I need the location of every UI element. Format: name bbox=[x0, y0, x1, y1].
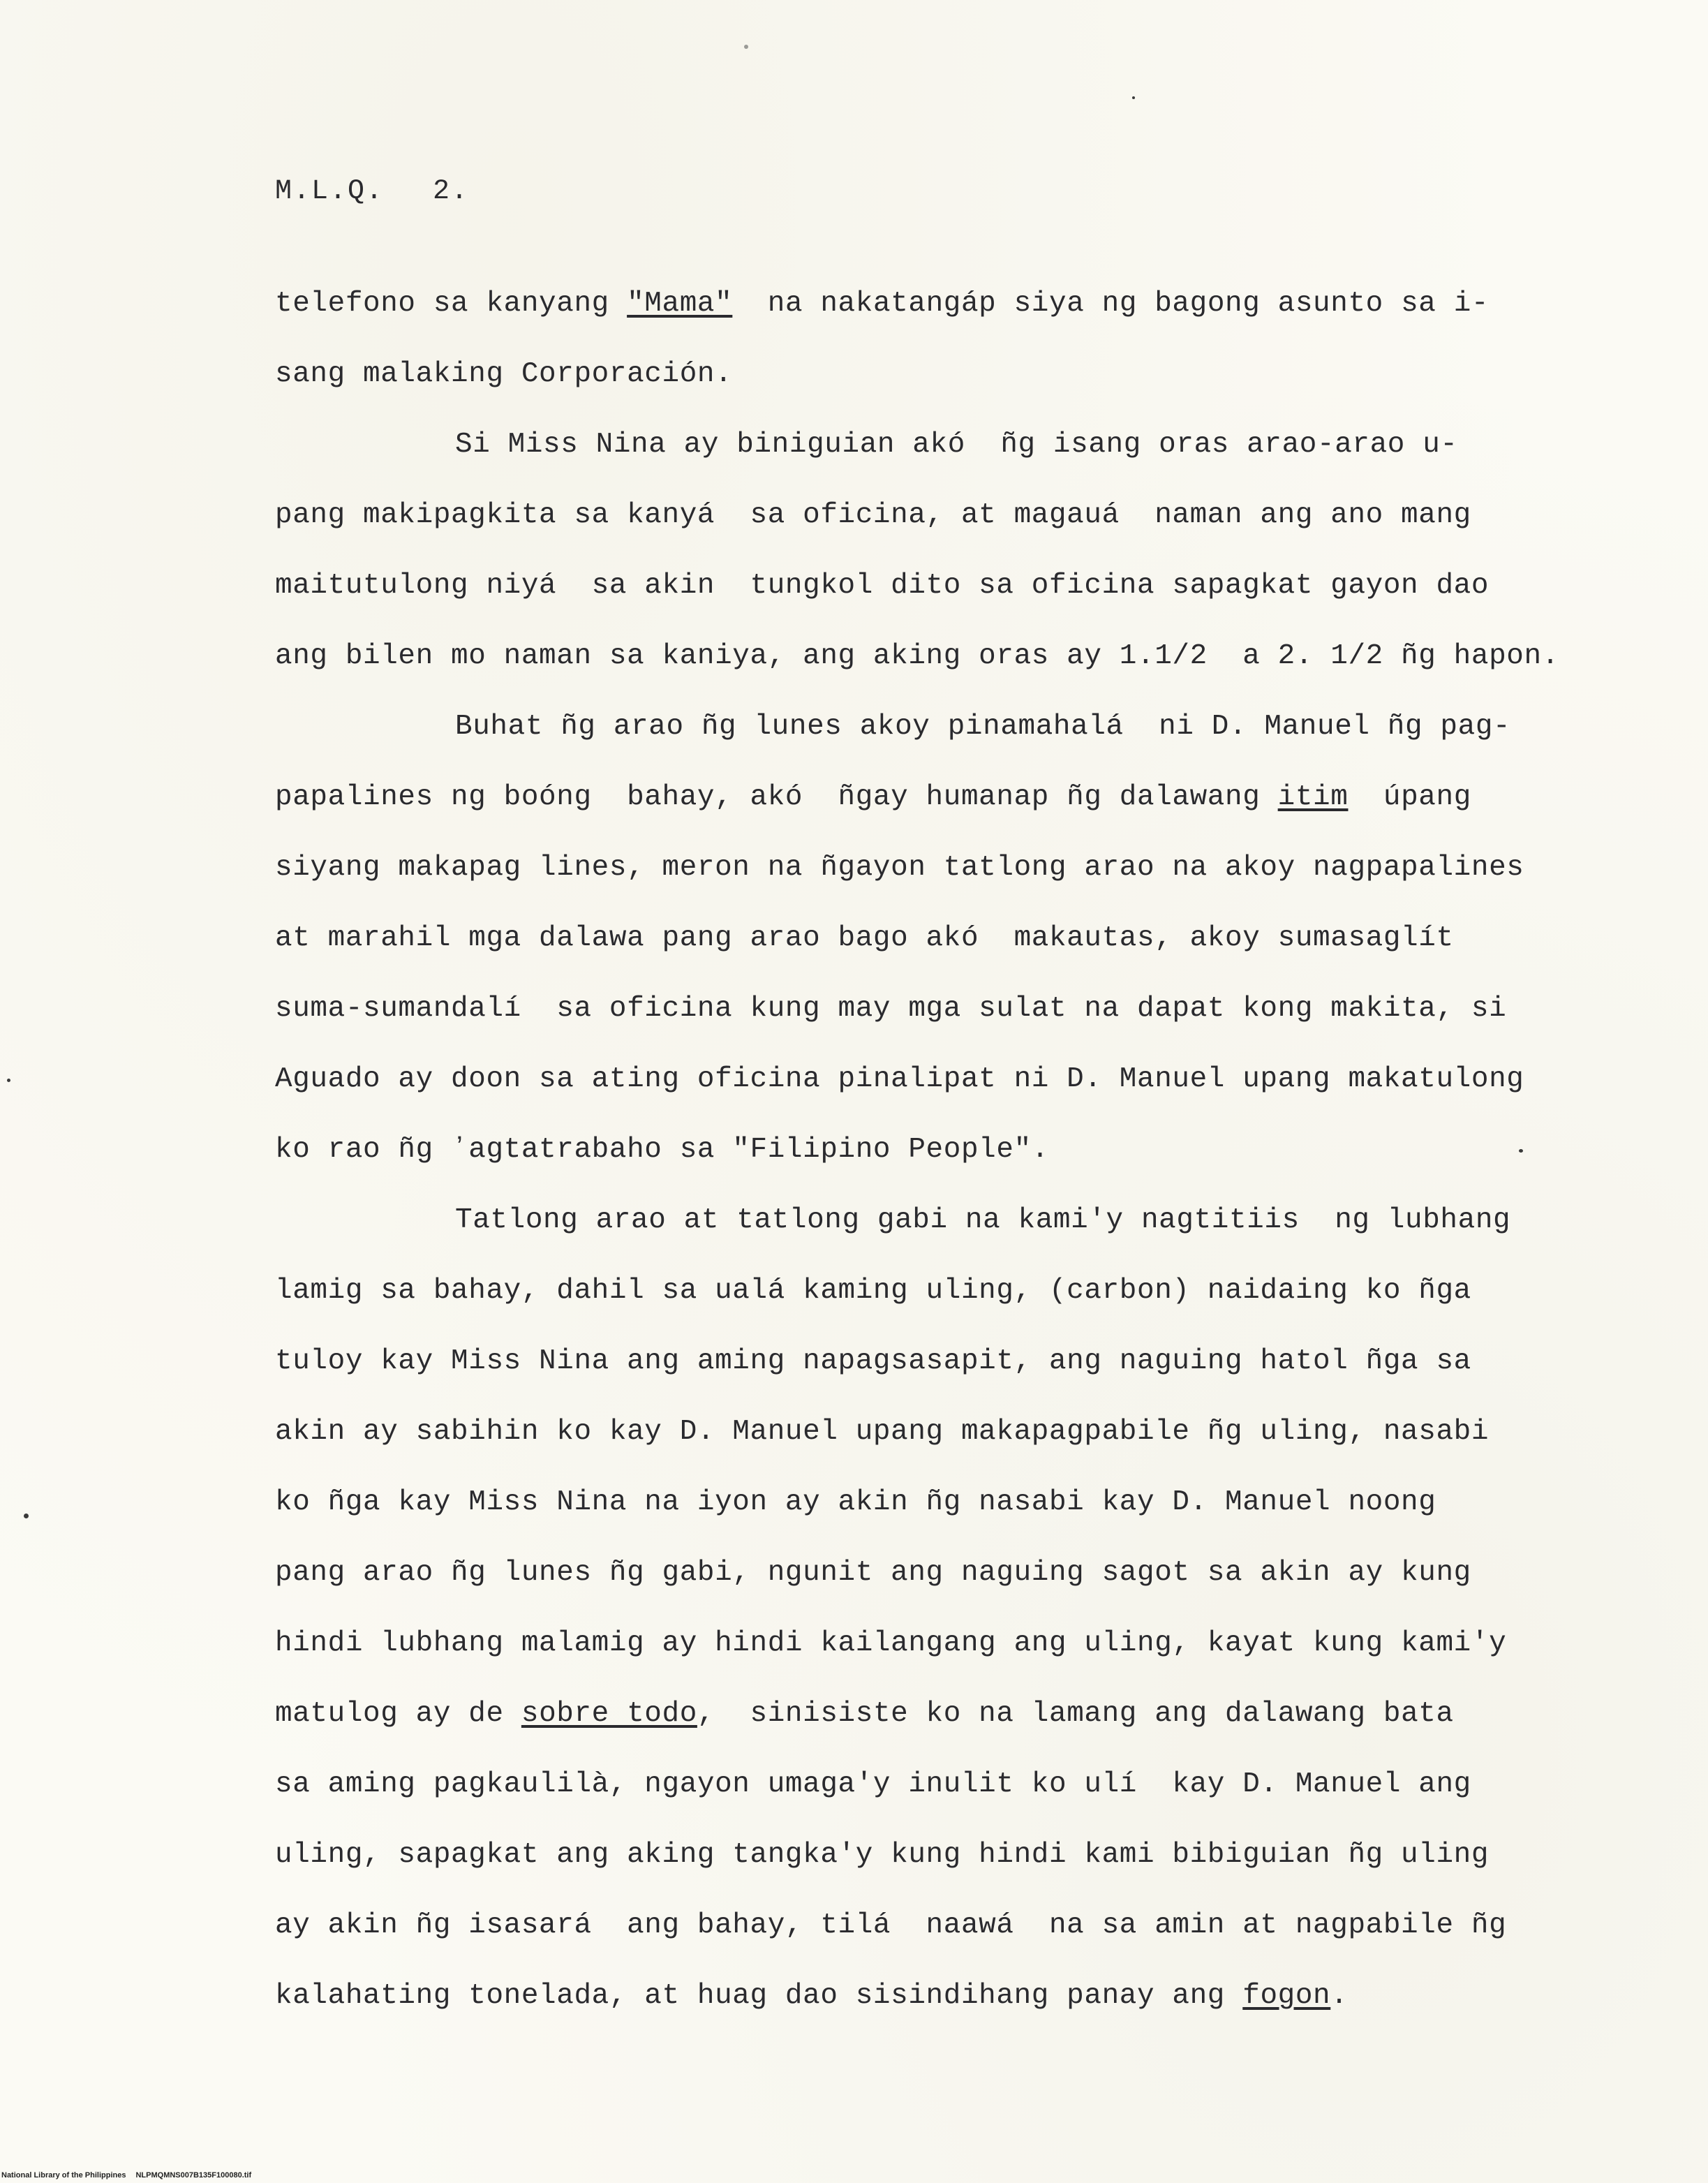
text-line bbox=[275, 491, 1601, 561]
text-segment: ko ñga kay Miss Nina na iyon ay akin ñg nasabi kay D. Manuel noong bbox=[275, 1486, 1436, 1518]
underlined-text: sobre todo bbox=[521, 1698, 697, 1730]
text-line bbox=[275, 702, 1601, 773]
text-line bbox=[275, 984, 1601, 1055]
letter-body bbox=[275, 279, 1601, 2042]
text-line bbox=[275, 1407, 1601, 1478]
paper-speck bbox=[24, 1514, 29, 1518]
text-segment: ay akin ñg isasará ang bahay, tilá naawá na sa amin at nagpabile ñg bbox=[275, 1909, 1507, 1941]
text-segment: telefono sa kanyang bbox=[275, 288, 627, 320]
text-line bbox=[275, 843, 1601, 914]
text-segment: úpang bbox=[1348, 781, 1471, 813]
text-line bbox=[275, 1125, 1601, 1196]
text-line bbox=[275, 1337, 1601, 1407]
text-segment: pang arao ñg lunes ñg gabi, ngunit ang naguing sagot sa akin ay kung bbox=[275, 1557, 1471, 1589]
text-line bbox=[275, 1055, 1601, 1125]
paper-speck bbox=[1132, 96, 1135, 99]
text-line bbox=[275, 279, 1601, 350]
text-segment: uling, sapagkat ang aking tangka'y kung hindi kami bibiguian ñg uling bbox=[275, 1839, 1490, 1871]
text-line bbox=[275, 1830, 1601, 1901]
text-segment: hindi lubhang malamig ay hindi kailangang ang uling, kayat kung kami'y bbox=[275, 1627, 1507, 1659]
page-number: 2. bbox=[433, 176, 470, 207]
library-credit: National Library of the Philippines bbox=[1, 2171, 126, 2180]
text-line bbox=[275, 1689, 1601, 1760]
text-line bbox=[275, 420, 1601, 491]
text-segment: sa aming pagkaulilà, ngayon umaga'y inulit ko ulí kay D. Manuel ang bbox=[275, 1768, 1471, 1800]
underlined-text: itim bbox=[1277, 781, 1349, 813]
text-segment: papalines ng boóng bahay, akó ñgay humanap ñg dalawang bbox=[275, 781, 1278, 813]
text-segment: matulog ay de bbox=[275, 1698, 521, 1730]
text-line bbox=[275, 1760, 1601, 1830]
text-line bbox=[275, 1971, 1601, 2042]
text-segment: ang bilen mo naman sa kaniya, ang aking oras ay 1.1/2 a 2. 1/2 ñg hapon. bbox=[275, 640, 1559, 672]
archive-footer bbox=[1, 2171, 251, 2180]
text-segment: pang makipagkita sa kanyá sa oficina, at magauá naman ang ano mang bbox=[275, 499, 1471, 531]
text-segment: maitutulong niyá sa akin tungkol dito sa oficina sapagkat gayon dao bbox=[275, 570, 1490, 602]
text-segment: sang malaking Corporación. bbox=[275, 358, 733, 390]
underlined-text: "Mama" bbox=[627, 288, 733, 320]
paper-speck bbox=[744, 45, 748, 49]
text-segment: . bbox=[1330, 1980, 1349, 2012]
text-line bbox=[275, 1548, 1601, 1619]
text-segment: , sinisiste ko na lamang ang dalawang bata bbox=[697, 1698, 1454, 1730]
text-line bbox=[275, 561, 1601, 632]
paper-speck bbox=[7, 1079, 10, 1082]
text-segment: Buhat ñg arao ñg lunes akoy pinamahalá ni D. Manuel ñg pag- bbox=[455, 711, 1511, 743]
text-line bbox=[275, 632, 1601, 702]
text-segment: suma-sumandalí sa oficina kung may mga sulat na dapat kong makita, si bbox=[275, 993, 1507, 1025]
text-segment: Si Miss Nina ay biniguian akó ñg isang oras arao-arao u- bbox=[455, 429, 1458, 461]
text-segment: akin ay sabihin ko kay D. Manuel upang makapagpabile ñg uling, nasabi bbox=[275, 1416, 1490, 1448]
text-line bbox=[275, 1901, 1601, 1971]
text-segment: Tatlong arao at tatlong gabi na kami'y nagtitiis ng lubhang bbox=[455, 1204, 1511, 1236]
text-line bbox=[275, 350, 1601, 420]
text-line bbox=[275, 773, 1601, 843]
text-segment: ko rao ñg ʼagtatrabaho sa "Filipino People". bbox=[275, 1134, 1049, 1166]
text-segment: na nakatangáp siya ng bagong asunto sa i- bbox=[732, 288, 1490, 320]
text-segment: Aguado ay doon sa ating oficina pinalipat ni D. Manuel upang makatulong bbox=[275, 1063, 1524, 1095]
file-identifier: NLPMQMNS007B135F100080.tif bbox=[135, 2171, 252, 2180]
text-line bbox=[275, 1478, 1601, 1548]
text-line bbox=[275, 1196, 1601, 1266]
page-header bbox=[275, 176, 469, 207]
text-line bbox=[275, 1619, 1601, 1689]
text-line bbox=[275, 914, 1601, 984]
text-segment: kalahating tonelada, at huag dao sisindihang panay ang bbox=[275, 1980, 1243, 2012]
text-segment: at marahil mga dalawa pang arao bago akó makautas, akoy sumasaglít bbox=[275, 922, 1454, 954]
text-segment: tuloy kay Miss Nina ang aming napagsasapit, ang naguing hatol ñga sa bbox=[275, 1345, 1471, 1377]
author-initials: M.L.Q. bbox=[275, 176, 385, 207]
text-segment: lamig sa bahay, dahil sa ualá kaming uling, (carbon) naidaing ko ñga bbox=[275, 1275, 1471, 1307]
text-line bbox=[275, 1266, 1601, 1337]
text-segment: siyang makapag lines, meron na ñgayon tatlong arao na akoy nagpapalines bbox=[275, 852, 1524, 884]
paper-speck bbox=[1519, 1149, 1523, 1153]
underlined-text: fogon bbox=[1242, 1980, 1331, 2012]
